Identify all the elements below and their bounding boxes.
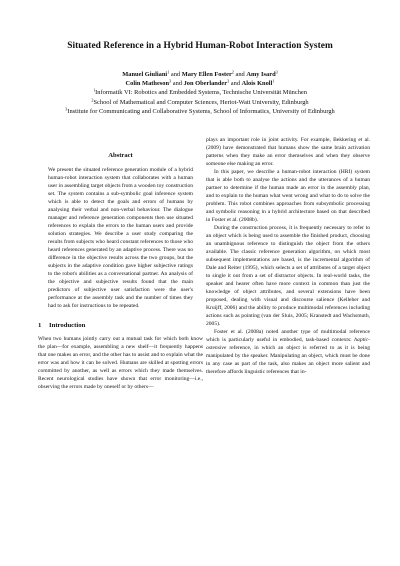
affiliation [0,88,400,97]
abstract-text: We present the situated reference generation module of a hybrid human-robot interaction system that collaborates with a human user in assembling target objects from a wooden toy construction set. The system contains a sub-symbolic goal inference system which is able to detect the goals and errors of humans by analysing their verbal and non-verbal behaviour. The dialogue manager and reference generation components then use situated references to explain the errors to the human users and provide solution strategies. We describe a user study comparing the results from subjects who heard constant references to those who heard references generated by an adaptive process. There was no difference in the objective results across the two groups, but the subjects in the adaptive condition gave higher subjective ratings to the robot's abilities as a conversational partner. An analysis of the objective and subjective results found that the main predictors of subjective user satisfaction were the user's performance at the assembly task and the number of times they had to ask for instructions to be repeated. [48,167,193,309]
paragraph: In this paper, we describe a human-robot interaction (HRI) system that is able both to analyse the actions and the utterances of a human partner to determine if the human made an error in the assembly plan, and to explain to the human what went wrong and what to do to solve the problem. This robot combines approaches from subsymbolic processing and symbolic reasoning in a hybrid architecture based on that described in Foster et al. (2008b). [206,169,370,223]
affil-mark: 2 [231,69,234,75]
affil-mark: 2 [91,97,94,103]
affil-mark: 3 [275,69,278,75]
author-name: Amy Isard [246,71,276,78]
paper-title: Situated Reference in a Hybrid Human-Robot Interaction System [67,41,333,51]
paragraph: plays an important role in joint activity. For example, Bekkering et al. (2009) have demonstrated that humans show the same brain activation patterns when they make an error themselves and when they observe someone else making an error. [206,137,370,167]
affiliation-text: School of Mathematical and Computer Sciences, Heriot-Watt University, Edinburgh [93,98,309,106]
author-line-2 [0,79,400,88]
paragraph [206,328,370,376]
right-column [206,136,370,376]
affil-mark: 3 [169,78,172,84]
author-name: Colin Matheson [125,80,170,88]
intro-body [38,335,203,391]
author-line-1 [0,70,400,79]
author-name: Jon Oberlander [183,80,228,88]
text-run: reference, in which an object is referred to as it is being manipulated by the speaker. Manipulating an object, which must be done in any case as part of the task, also makes an object more salient and therefore affords linguistic references that in- [206,345,370,375]
text-run: Foster et al. (2008a) noted another type of multimodal reference which is particularly useful in embodied, task-based contexts: [206,329,370,343]
section-title: Introduction [49,322,86,329]
affiliation [0,107,400,116]
section-heading [38,322,203,329]
author-name: Manuel Giuliani [122,71,168,78]
author-separator: and [172,80,182,88]
author-name: Mary Ellen Foster [181,71,232,78]
emphasis-term: haptic-ostensive [206,337,370,351]
author-separator: and [230,80,241,88]
author-name: Alois Knoll [241,80,273,88]
author-separator: and [170,71,181,78]
section-number: 1 [38,322,42,329]
affil-mark: 1 [93,88,96,94]
affiliation [0,98,400,107]
left-column [38,152,203,391]
affiliation-text: Informatik VI: Robotics and Embedded Systems, Technische Universität München [95,89,307,97]
author-block [0,70,400,116]
abstract-heading: Abstract [108,152,133,159]
affil-mark: 1 [167,69,170,75]
abstract [38,152,203,310]
affil-mark: 3 [227,78,230,84]
affil-mark: 1 [272,78,275,84]
affiliation-text: Institute for Communicating and Collaborative Systems, School of Informatics, University of Edinburgh [67,107,335,115]
paragraph: When two humans jointly carry out a mutual task for which both know the plan—for example, assembling a new shelf—it frequently happens that one makes an error, and the other has to assist and to explain what the error was and how it can be solved. Humans are skilled at spotting errors committed by another, as well as errors which they made themselves. Recent neurological studies have shown that error monitoring—i.e., observing the errors made by oneself or by others— [38,336,203,390]
affil-mark: 3 [65,106,68,112]
author-separator: and [235,71,245,78]
paragraph: During the construction process, it is frequently necessary to refer to an object which is being used to assemble the finished product, choosing an unambiguous reference to distinguish the object from the others available. The classic reference generation algorithm, on which most subsequent implementations are based, is the incremental algorithm of Dale and Reiter (1995), which selects a set of attributes of a target object to single it out from a set of distractor objects. In real-world tasks, the speaker and hearer often have more context in common than just the knowledge of object attributes, and several extensions have been proposed, dealing with visual and discourse salience (Kelleher and Kruijff, 2006) and the ability to produce multimodal references including actions such as pointing (van der Sluis, 2005; Kranstedt and Wachsmuth, 2005). [206,225,370,327]
